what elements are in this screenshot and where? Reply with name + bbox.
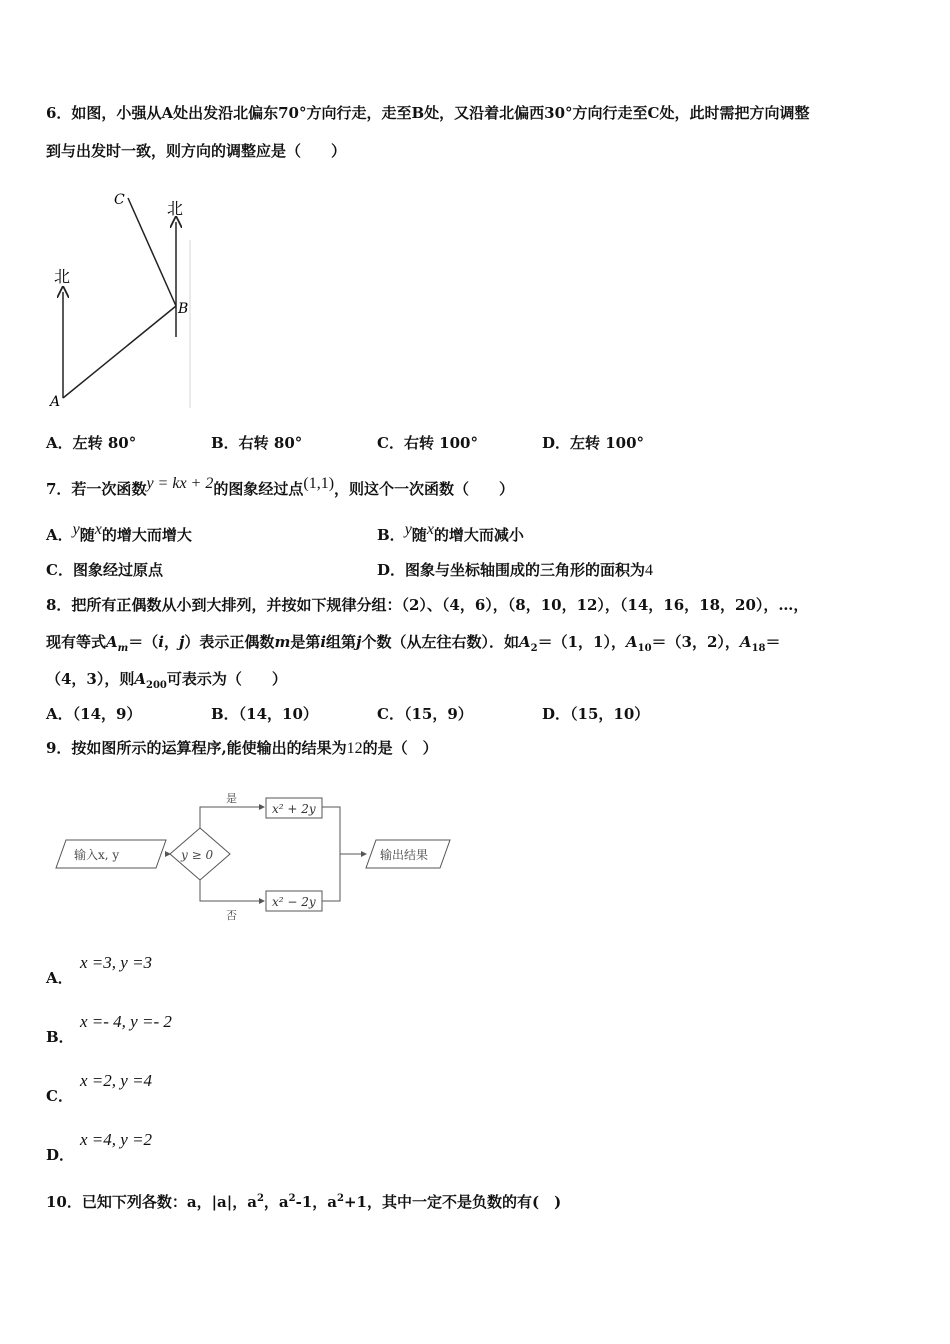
- q7-option-a-mid: 随: [79, 526, 95, 544]
- flow-merge: [322, 807, 340, 901]
- q8-i: i: [158, 633, 164, 651]
- q6-option-d: D．左转 100°: [542, 434, 645, 452]
- q7-option-b-label: B．: [377, 526, 405, 544]
- q8-a2: A: [519, 633, 531, 651]
- q9-prefix: 9．按如图所示的运算程序,能使输出的结果为: [46, 739, 347, 757]
- q7-option-b: [377, 521, 524, 545]
- q6-figure: [40, 180, 210, 415]
- q9-option-a-value: x =3, y =3: [80, 953, 153, 972]
- segment-ab: [63, 306, 176, 398]
- point-label-c: C: [114, 192, 125, 208]
- q7-point: (1,1): [303, 475, 335, 492]
- q10-text-a: 10．已知下列各数：a，|a|，a: [46, 1193, 257, 1211]
- q7-function: y = kx + 2: [146, 475, 214, 492]
- flow-expr-top: x² + 2y: [272, 802, 316, 816]
- q9-option-c-label: C．: [46, 1087, 73, 1105]
- q8-a18: A: [739, 633, 752, 651]
- q8-option-d: D．（15，10）: [542, 705, 650, 723]
- q6-text-line1: 6．如图，小强从A处出发沿北偏东70°方向行走，走至B处，又沿着北偏西30°方向行走至C处，此时需把方向调整: [46, 104, 810, 122]
- q8-line2-a: 现有等式: [46, 633, 107, 651]
- flow-output-text: 输出结果: [380, 848, 429, 862]
- point-label-b: B: [178, 301, 189, 317]
- q8-option-a: A．（14，9）: [46, 705, 142, 723]
- q9-flowchart: [50, 788, 460, 923]
- q9-option-a-label: A．: [46, 969, 73, 987]
- q8-sub-10: 10: [637, 643, 652, 654]
- q8-sub-m: m: [117, 643, 129, 654]
- flow-yes-label: 是: [226, 792, 237, 805]
- q7-option-d: [377, 559, 653, 580]
- north-label-2: 北: [167, 199, 184, 218]
- flow-branch-yes: [200, 807, 264, 828]
- q8-sub-18: 18: [751, 643, 766, 654]
- flow-no-label: 否: [226, 909, 237, 922]
- north-label-1: 北: [54, 267, 71, 286]
- q8-i2: i: [320, 633, 327, 651]
- q9-option-d-label: D．: [46, 1146, 75, 1164]
- q7-prefix: 7．若一次函数: [46, 480, 147, 498]
- q7-option-a-end: 的增大而增大: [101, 526, 192, 544]
- q10-sup1: 2: [256, 1193, 264, 1204]
- q8-eq2: ＝（3，2），: [651, 633, 740, 651]
- q8-sub-2: 2: [530, 643, 538, 654]
- q8-line2-g: 个数（从左往右数）．如: [361, 633, 519, 651]
- q8-j: j: [178, 633, 185, 651]
- q8-line3-b: 可表示为（ ）: [166, 670, 287, 688]
- q8-a10: A: [625, 633, 638, 651]
- flow-expr-bottom: x² − 2y: [272, 895, 316, 909]
- q9-stem: [46, 737, 438, 758]
- q8-line2-f: 组第: [326, 633, 357, 651]
- q7-option-a-label: A．: [46, 526, 73, 544]
- q7-option-a-x: x: [94, 521, 102, 538]
- flow-input-text: 输入x, y: [74, 848, 120, 862]
- q8-line2-b: ＝（: [128, 633, 159, 651]
- q8-a-m: A: [106, 633, 118, 651]
- q9-num: 12: [346, 740, 363, 757]
- q8-sub-200: 200: [146, 680, 167, 691]
- q7-option-d-num: 4: [645, 562, 654, 579]
- q7-option-b-mid: 随: [411, 526, 427, 544]
- flow-branch-no: [200, 880, 264, 901]
- q7-middle: 的图象经过点: [213, 480, 304, 498]
- q8-line3: [46, 668, 287, 691]
- point-label-a: A: [50, 394, 61, 410]
- q8-line3-a: （4，3），则: [46, 670, 135, 688]
- q8-line2: [46, 631, 781, 654]
- q8-line1: 8．把所有正偶数从小到大排列，并按如下规律分组：（2）、（4，6），（8，10，12），（14，16，18，20），…，: [46, 596, 809, 614]
- q8-line2-e: 是第: [290, 633, 321, 651]
- q8-line2-d: ）表示正偶数: [184, 633, 275, 651]
- q6-option-c: C．右转 100°: [377, 434, 478, 452]
- q7-option-d-text: D．图象与坐标轴围成的三角形的面积为: [377, 561, 646, 579]
- q8-a200: A: [134, 670, 147, 688]
- q7-suffix: ，则这个一次函数（ ）: [334, 480, 515, 498]
- q10-sup2: 2: [288, 1193, 296, 1204]
- q6-text-line2: 到与出发时一致，则方向的调整应是（ ）: [46, 142, 347, 160]
- q7-option-b-y: y: [404, 521, 412, 538]
- q7-option-a-y: y: [72, 521, 80, 538]
- q8-j2: j: [356, 633, 362, 651]
- q7-option-c: C．图象经过原点: [46, 561, 163, 579]
- q8-option-c: C．（15，9）: [377, 705, 473, 723]
- q8-option-b: B．（14，10）: [211, 705, 318, 723]
- q10-text-b: ，a: [263, 1193, 289, 1211]
- q9-suffix: 的是（ ）: [362, 739, 438, 757]
- q8-eq1: ＝（1，1），: [537, 633, 626, 651]
- q7-option-b-x: x: [426, 521, 434, 538]
- q8-line2-c: ，: [163, 633, 179, 651]
- q10-text-d: +1，其中一定不是负数的有( ): [343, 1193, 562, 1211]
- q9-option-d-value: x =4, y =2: [80, 1130, 153, 1149]
- q7-stem: [46, 475, 515, 499]
- q9-option-c-value: x =2, y =4: [80, 1071, 153, 1090]
- q6-option-a: A．左转 80°: [46, 434, 137, 452]
- q9-option-b-value: x =- 4, y =- 2: [80, 1012, 172, 1031]
- q9-option-b-label: B．: [46, 1028, 74, 1046]
- q6-option-b: B．右转 80°: [211, 434, 303, 452]
- q8-eq3: ＝: [765, 633, 781, 651]
- q10-sup3: 2: [337, 1193, 344, 1204]
- q7-option-b-end: 的增大而减小: [433, 526, 524, 544]
- q10-stem: [46, 1191, 561, 1212]
- flow-decision-text: y ≥ 0: [181, 848, 214, 862]
- q8-m: m: [274, 633, 291, 651]
- q10-text-c: -1，a: [295, 1193, 338, 1211]
- q7-option-a: [46, 521, 192, 545]
